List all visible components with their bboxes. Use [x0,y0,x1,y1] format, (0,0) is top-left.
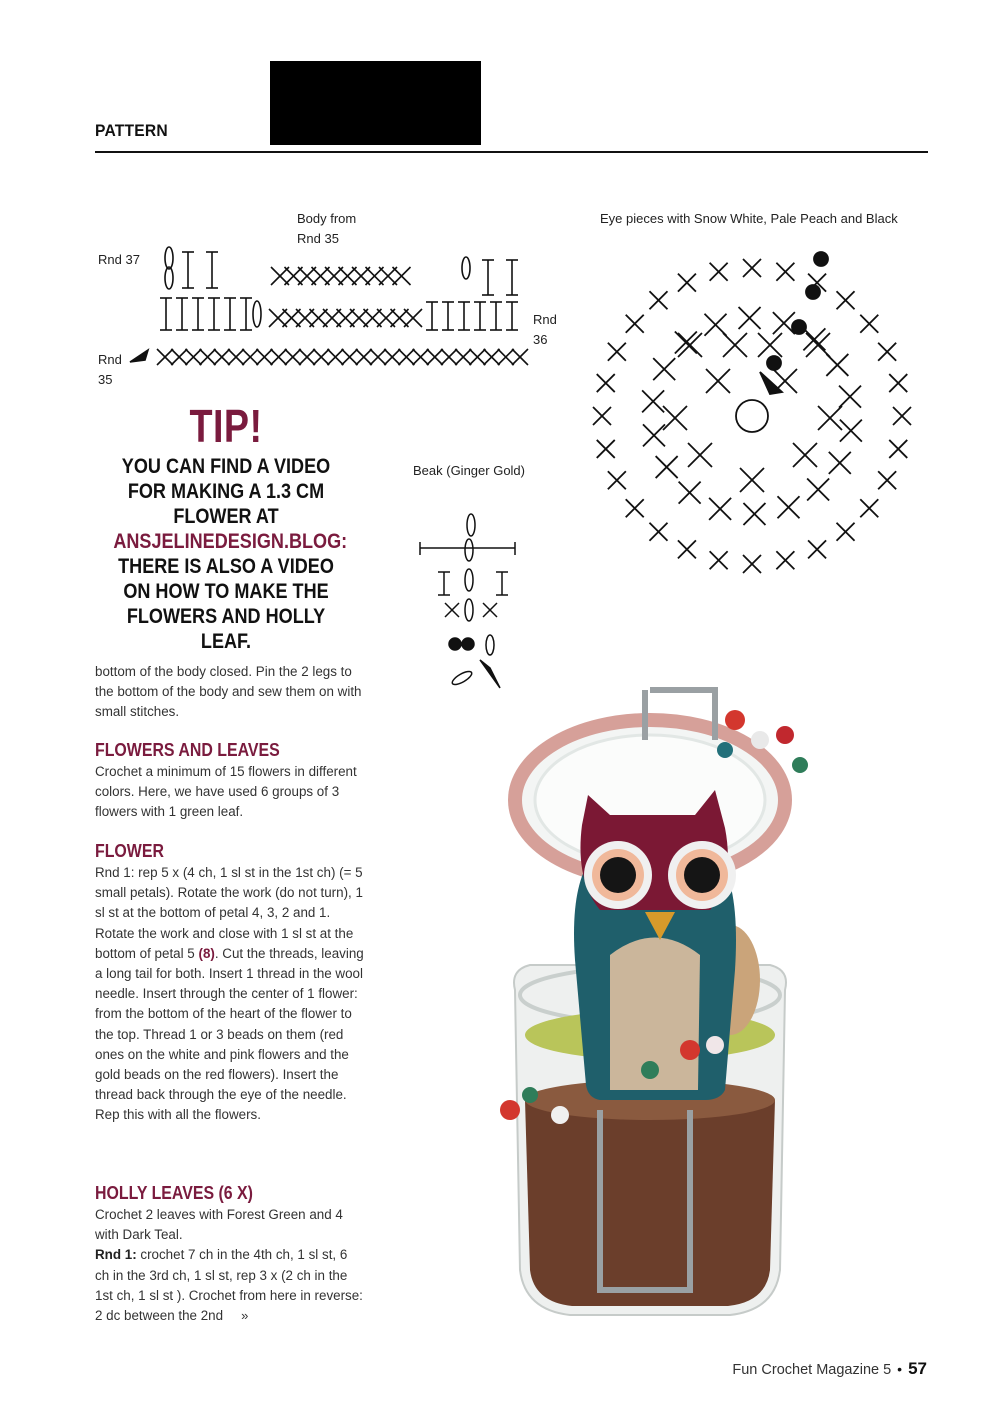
eye-label: Eye pieces with Snow White, Pale Peach and Black [600,211,898,226]
bead-icon [449,638,461,650]
flowers-leaves-text: Crochet a minimum of 15 flowers in different colors. Here, we have used 6 groups of 3 flowers with 1 green leaf. [95,764,357,820]
page-number: 57 [908,1359,927,1378]
row-37-stitches [165,247,518,295]
chain-stitch [165,247,173,269]
holly-text: Crochet 2 leaves with Forest Green and 4 with Dark Teal. [95,1207,343,1243]
bead-icon [814,252,828,266]
chain-stitch [165,267,173,289]
holly-rnd1: Rnd 1: crochet 7 ch in the 4th ch, 1 sl st, 6 ch in the 3rd ch, 1 sl st, rep 3 x (2 ch in the 1st ch, 1 sl st ). Crochet from here in reverse: 2 dc between the 2nd » [95,1247,363,1324]
chain-stitch [462,257,470,279]
chain-stitch [467,514,475,536]
beak-label: Beak (Ginger Gold) [413,463,525,478]
eye-chart [593,252,911,573]
chain-stitch [465,569,473,591]
continue-arrow-icon: » [241,1308,249,1324]
bead-icon [806,285,820,299]
holly-heading: HOLLY LEAVES (6 X) [95,1182,253,1203]
rnd37-label: Rnd 37 [98,252,140,267]
row-36-stitches [160,298,518,330]
magazine-title: Fun Crochet Magazine 5 [732,1362,892,1378]
flower-heading: FLOWER [95,840,164,861]
flower-section [95,839,365,1126]
intro-paragraph: bottom of the body closed. Pin the 2 legs to the bottom of the body and sew them on with small stitches. [95,664,362,720]
footer-bullet: • [897,1361,903,1377]
body-label: Body from Rnd 35 [297,211,357,246]
bead-icon [792,320,806,334]
chain-stitch [465,599,473,621]
flower-text: Rnd 1: rep 5 x (4 ch, 1 sl st in the 1st ch) (= 5 small petals). Rotate the work (do not turn), 1 sl st at the bottom of petal 4, 3, 2 and 1. Rotate the work and close with 1 sl st at the bottom of petal 5 (8). Cut the threads, leaving a long tail for both. Insert 1 thread in the wool needle. Insert through the center of 1 flower: from the bottom of the heart of the flower to the top. Thread 1 or 3 beads on them (red ones on the white and pink flowers and the gold beads on the red flowers). Insert the thread back through the eye of the needle. Rep this with all the flowers. [95,865,364,1123]
holly-section [95,1181,365,1326]
start-arrow-icon [130,350,148,362]
body-chart [130,247,528,365]
bead-icon [462,638,474,650]
flowers-leaves-section [95,738,365,823]
chain-stitch [465,539,473,561]
owl-jar-photo [470,650,970,1340]
chain-stitch [253,301,261,327]
section-label: PATTERN [95,121,168,140]
magic-ring-icon [736,400,768,432]
tip-link[interactable]: ANSJELINEDESIGN.BLOG: [113,530,348,553]
page-footer [732,1359,927,1379]
row-35-stitches [157,349,528,365]
tip-title: TIP! [189,400,263,452]
rnd35-label: Rnd 35 [98,352,122,387]
tip-body: YOU CAN FIND A VIDEO FOR MAKING A 1.3 CM FLOWER AT ANSJELINEDESIGN.BLOG: THERE IS ALSO A VIDEO ON HOW TO MAKE THE FLOWERS AND HOLLY LEAF. [113,455,348,653]
bead-icon [767,356,781,370]
tip-box [95,400,357,654]
flowers-leaves-heading: FLOWERS AND LEAVES [95,739,280,760]
rnd36-label: Rnd 36 [533,312,557,347]
